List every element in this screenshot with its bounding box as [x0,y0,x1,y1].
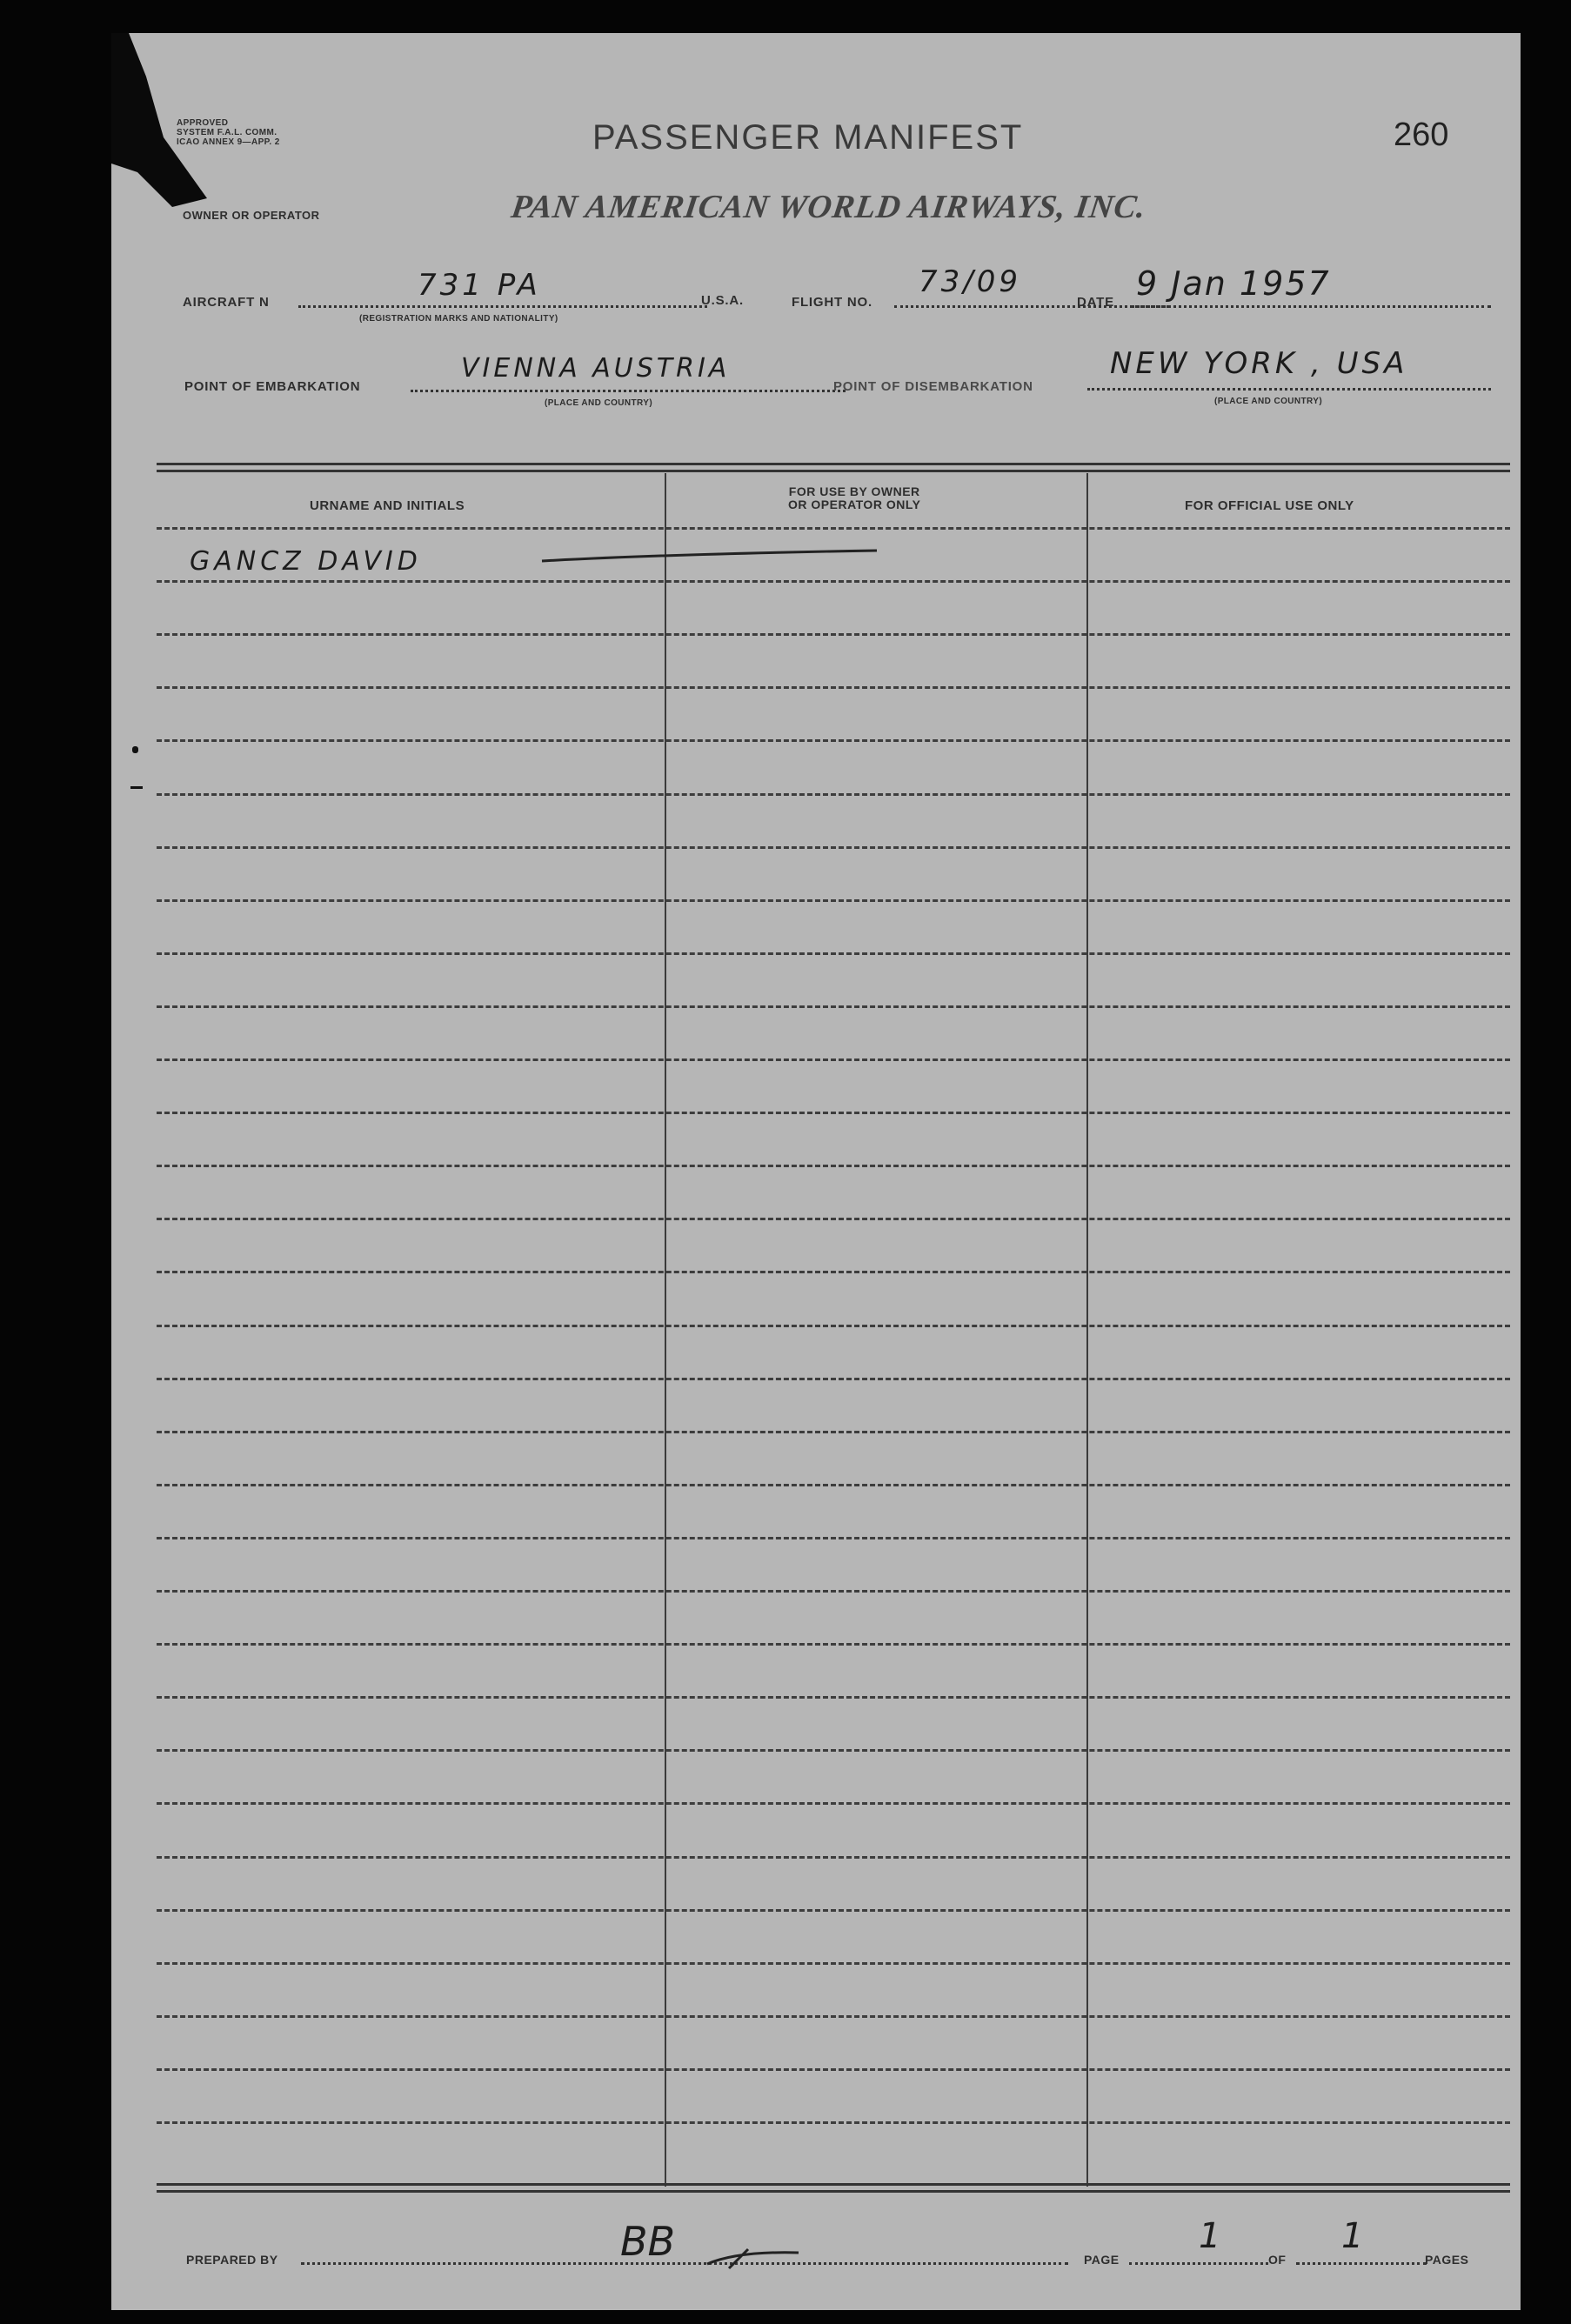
aircraft-label: AIRCRAFT N [183,295,270,310]
approval-line-2: SYSTEM F.A.L. COMM. [177,128,277,137]
row-rule [157,1802,1510,1805]
row-rule [157,2015,1510,2018]
row-rule [157,1590,1510,1593]
row-rule [157,2121,1510,2124]
of-value: 1 [1341,2216,1367,2256]
approval-line-3: ICAO ANNEX 9—APP. 2 [177,137,280,147]
aircraft-sublabel: (REGISTRATION MARKS AND NATIONALITY) [359,314,558,324]
row-rule [157,1325,1510,1327]
margin-speck [132,746,138,753]
manifest-sheet [111,33,1521,2310]
row-rule [157,739,1510,742]
flight-label: FLIGHT NO. [792,295,872,310]
date-value: 9 Jan 1957 [1136,264,1331,303]
sheet-number: 260 [1394,117,1449,153]
row-rule [157,2068,1510,2071]
row-rule [157,1218,1510,1220]
owner-use-line-2: OR OPERATOR ONLY [788,498,921,511]
page-value: 1 [1199,2216,1225,2256]
row-rule [157,1537,1510,1539]
owner-use-line-1: FOR USE BY OWNER [788,484,920,498]
row-rule [157,1484,1510,1486]
row-rule [157,1431,1510,1433]
row-rule [157,633,1510,636]
row-rule [157,527,1510,530]
row-rule [157,1378,1510,1380]
column-header-official: FOR OFFICIAL USE ONLY [1185,498,1354,513]
passenger-name: GANCZ DAVID [190,546,422,577]
page-title: PASSENGER MANIFEST [592,118,1024,157]
row-rule [157,1749,1510,1752]
disembarkation-sublabel: (PLACE AND COUNTRY) [1214,397,1323,406]
row-rule [157,1271,1510,1273]
date-label: DATE [1077,295,1114,310]
row-rule [157,1643,1510,1646]
aircraft-value: 731 PA [418,268,541,303]
margin-speck [130,786,143,789]
passenger-table [157,33,1510,2207]
page-label: PAGE [1084,2253,1120,2267]
prepared-label: PREPARED BY [186,2253,278,2267]
pages-label: PAGES [1425,2253,1469,2267]
row-rule [157,580,1510,583]
passenger-mark [538,542,886,568]
row-rule [157,1696,1510,1699]
owner-label: OWNER OR OPERATOR [183,209,320,222]
row-rule [157,1058,1510,1061]
row-rule [157,1962,1510,1965]
row-rule [157,793,1510,796]
row-rule [157,1005,1510,1008]
column-header-surname: URNAME AND INITIALS [310,498,465,513]
row-rule [157,1165,1510,1167]
embarkation-label: POINT OF EMBARKATION [184,379,361,394]
row-rule [157,899,1510,902]
signature-flourish [703,2242,807,2277]
operator-name: PAN AMERICAN WORLD AIRWAYS, INC. [509,189,1149,225]
row-rule [157,1112,1510,1114]
prepared-signature: BB [620,2218,676,2265]
row-rule [157,952,1510,955]
row-rule [157,1856,1510,1859]
of-label: OF [1268,2253,1287,2267]
embarkation-value: VIENNA AUSTRIA [461,353,731,384]
row-rule [157,846,1510,849]
disembarkation-label: POINT OF DISEMBARKATION [833,379,1033,394]
row-rule [157,686,1510,689]
row-rule [157,1909,1510,1912]
flight-value: 73/09 [919,264,1021,299]
country-label: U.S.A. [701,293,744,308]
embarkation-sublabel: (PLACE AND COUNTRY) [545,398,653,408]
approval-line-1: APPROVED [177,118,229,128]
disembarkation-value: NEW YORK , USA [1110,346,1408,381]
